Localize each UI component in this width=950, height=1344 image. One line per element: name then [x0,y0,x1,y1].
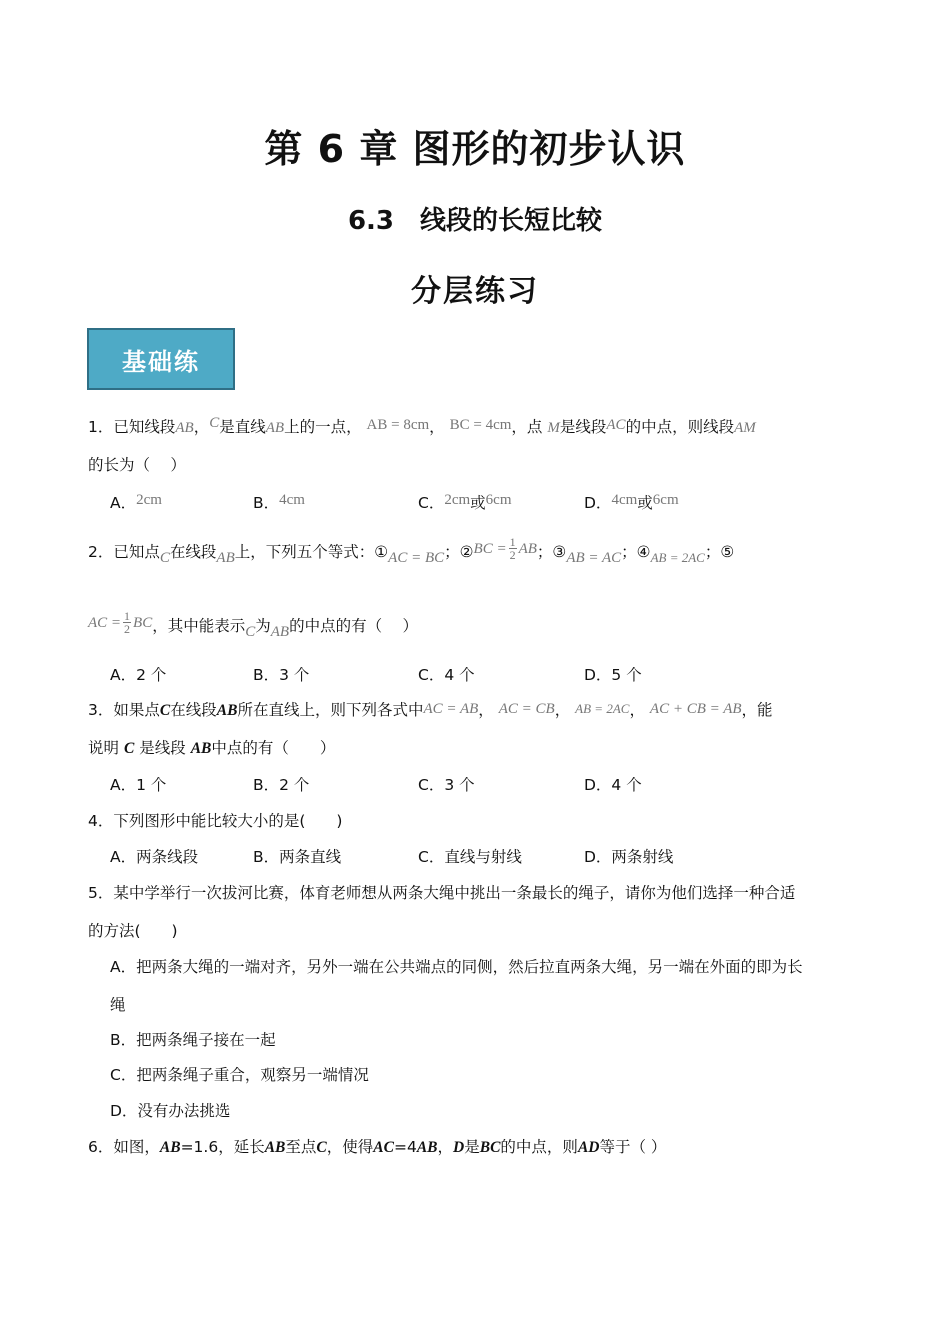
q4-option-d: D．两条射线 [584,848,674,866]
q6-math: D [453,1139,465,1156]
q6-text: 的中点，则 [500,1138,578,1156]
basic-practice-badge: 基础练 [87,328,235,390]
q5-option-c: C．把两条绳子重合，观察另一端情况 [110,1066,369,1084]
q1-text: 上的一点， [284,418,362,436]
q6-text: 至点 [285,1138,317,1156]
q6-math: AD [577,1139,600,1156]
q6-math: AC [373,1139,394,1156]
numerator: 1 [124,609,131,623]
q1-math: AM [734,420,756,436]
q1-option-d [584,492,679,515]
q2-text: 在线段 [169,543,217,561]
q1-text: ， [193,418,210,436]
question-2 [88,535,735,566]
q2-math: BC = [473,541,507,557]
q3-option-a: A．1 个 [110,776,167,794]
q2-option-d: D．5 个 [584,666,642,684]
q2-text: 为 [255,617,271,635]
q2-text: ；⑤ [704,543,735,561]
option-label: A． [110,494,137,512]
option-text: 或 [637,494,653,512]
q2-math: BC [133,615,153,631]
section-title [0,200,950,237]
q3-math: C [159,702,171,719]
q2-option-a: A．2 个 [110,666,167,684]
q2-fraction [509,536,517,561]
question-2-line-2 [88,609,419,640]
q4-option-b: B．两条直线 [253,848,342,866]
option-value: 6cm [485,492,512,508]
q5-option-a-cont: 绳 [110,996,126,1014]
subtitle: 分层练习 [411,274,539,309]
option-value: 4cm [279,492,305,508]
q2-fraction [123,610,131,635]
q1-option-c [418,492,512,515]
q6-math: AB [416,1139,438,1156]
q3-math: C [123,740,135,757]
q6-math: AB [159,1139,181,1156]
q1-math: M [547,420,560,436]
q3-text: 如果点 [113,701,160,719]
question-6 [88,1136,666,1159]
q2-math: AB = AC [566,550,622,566]
chapter-title: 第 6 章 图形的初步认识 [264,127,686,171]
option-label: B． [253,494,280,512]
q3-math: AB [190,740,212,757]
question-5-line-2: 的方法( ) [88,922,178,940]
q3-text: ，能 [741,701,773,719]
q2-math: AC = [88,615,122,631]
q3-number: 3． [88,701,114,719]
q6-math: C [316,1139,327,1156]
q1-math: C [209,415,220,431]
q2-text: ；④ [621,543,651,561]
q1-text: ， [429,418,445,436]
q6-text: 6．如图， [88,1138,160,1156]
q2-text: ，其中能表示 [152,617,246,635]
q3-text: 说明 [88,739,120,757]
q6-text: ， [437,1138,454,1156]
q1-text: 已知线段 [113,418,176,436]
q5-option-d: D．没有办法挑选 [110,1102,231,1120]
option-value: 4cm [611,492,638,508]
q3-text: ， [478,701,494,719]
q3-text: ， [554,701,571,719]
q2-math: AB = 2AC [650,550,705,565]
question-1-line-2: 的长为（ ） [88,456,186,474]
q1-text: 的中点，则线段 [625,418,735,436]
q3-math: AB [216,702,238,719]
section-number: 6.3 [347,206,395,236]
q3-text: 在线段 [170,701,217,719]
q3-text: ， [629,701,645,719]
q3-math: AB = 2AC [575,701,630,716]
option-value: 2cm [444,492,471,508]
q1-math: AB = 8cm [366,417,430,433]
option-value: 6cm [652,492,679,508]
q5-option-b: B．把两条绳子接在一起 [110,1031,276,1049]
q3-math: AC + CB = AB [649,701,742,717]
question-3-line-2 [88,737,335,760]
q1-text: ，点 [511,418,543,436]
section-name: 线段的长短比较 [420,206,603,236]
q1-math: AC [606,417,626,433]
q2-math: AB [270,624,290,640]
q3-text: 中点的有（ ） [211,739,336,757]
option-label: C． [418,494,445,512]
q2-math: AC = BC [388,550,445,566]
q1-number: 1． [88,418,114,436]
q1-math: AB [265,420,285,436]
q6-text: 是 [464,1138,480,1156]
q6-math: AB [264,1139,286,1156]
q6-text: =4 [393,1138,417,1156]
q2-math: C [159,550,170,566]
q1-math: BC = 4cm [449,417,512,433]
option-value: 2cm [136,492,162,508]
denominator: 2 [124,622,131,636]
q2-number: 2． [88,543,114,561]
q1-option-b [253,492,305,515]
q1-math: AB [175,420,194,436]
q3-option-d: D．4 个 [584,776,642,794]
question-4: 4．下列图形中能比较大小的是( ) [88,812,343,830]
q2-text: 已知点 [113,543,160,561]
q2-text: ；② [444,543,474,561]
q3-math: AC = CB [498,701,555,717]
q6-math: BC [479,1139,501,1156]
denominator: 2 [509,548,516,562]
question-3 [88,699,773,722]
numerator: 1 [509,535,516,549]
q1-text: 是线段 [559,418,607,436]
q2-math: AB [518,541,537,557]
q6-text: =1.6，延长 [180,1138,265,1156]
q2-math: AB [216,550,235,566]
question-5: 5．某中学举行一次拔河比赛，体育老师想从两条大绳中挑出一条最长的绳子，请你为他们选择一种合适 [88,884,796,902]
q3-math: AC = AB [423,701,479,717]
q3-option-c: C．3 个 [418,776,475,794]
q2-text: 上，下列五个等式：① [234,543,389,561]
q3-text: 是线段 [139,739,186,757]
q2-math: C [245,624,256,640]
q2-option-b: B．3 个 [253,666,310,684]
option-text: 或 [470,494,486,512]
q6-text: 等于（ ） [599,1138,667,1156]
q1-option-a [110,492,162,515]
q5-option-a: A．把两条大绳的一端对齐，另外一端在公共端点的同侧，然后拉直两条大绳，另一端在外面的即为长 [110,958,803,976]
q3-text: 所在直线上，则下列各式中 [237,701,424,719]
q1-text: 是直线 [219,418,266,436]
q2-text: 的中点的有（ ） [289,617,419,635]
q4-option-a: A．两条线段 [110,848,199,866]
q3-option-b: B．2 个 [253,776,310,794]
question-1 [88,416,756,439]
option-label: D． [584,494,612,512]
q2-option-c: C．4 个 [418,666,475,684]
q2-text: ；③ [536,543,567,561]
q6-text: ，使得 [326,1138,374,1156]
q4-option-c: C．直线与射线 [418,848,522,866]
